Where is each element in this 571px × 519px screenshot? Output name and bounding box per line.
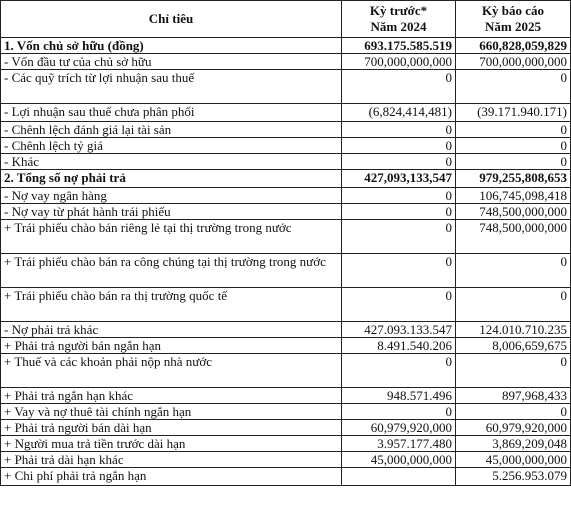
row-value-previous (342, 468, 456, 486)
row-label: - Chênh lệch tỷ giá (1, 138, 342, 154)
table-row (1, 104, 571, 122)
row-value-previous: 948.571.496 (342, 388, 456, 404)
row-label: - Chênh lệch đánh giá lại tài sản (1, 122, 342, 138)
table-row (1, 38, 571, 54)
row-label: 1. Vốn chủ sở hữu (đồng) (1, 38, 342, 54)
row-value-previous: 0 (342, 138, 456, 154)
row-label: 2. Tổng số nợ phải trả (1, 170, 342, 188)
table-row (1, 254, 571, 288)
header-previous-period (342, 1, 456, 38)
header-report-year: Năm 2025 (485, 19, 541, 34)
row-value-previous: 0 (342, 70, 456, 104)
row-value-report: 660,828,059,829 (456, 38, 571, 54)
row-value-previous: 0 (342, 354, 456, 388)
row-value-report: 0 (456, 254, 571, 288)
table-row (1, 468, 571, 486)
row-value-report: 60,979,920,000 (456, 420, 571, 436)
header-indicator: Chỉ tiêu (1, 1, 342, 38)
row-value-previous: 60,979,920,000 (342, 420, 456, 436)
row-value-previous: (6,824,414,481) (342, 104, 456, 122)
header-previous-year: Năm 2024 (370, 19, 427, 34)
table-row (1, 70, 571, 104)
row-value-report: 0 (456, 288, 571, 322)
table-row (1, 436, 571, 452)
header-report-label: Kỳ báo cáo (481, 3, 545, 18)
row-value-previous: 427,093,133,547 (342, 170, 456, 188)
table-row (1, 154, 571, 170)
row-label: + Phải trả ngắn hạn khác (1, 388, 342, 404)
row-label: + Phải trả người bán ngắn hạn (1, 338, 342, 354)
row-label: - Nợ vay từ phát hành trái phiếu (1, 204, 342, 220)
table-row (1, 54, 571, 70)
row-value-previous: 45,000,000,000 (342, 452, 456, 468)
row-value-previous: 693.175.585.519 (342, 38, 456, 54)
row-value-report: 748,500,000,000 (456, 204, 571, 220)
row-label: + Người mua trả tiền trước dài hạn (1, 436, 342, 452)
row-value-previous: 8.491.540.206 (342, 338, 456, 354)
row-label: - Nợ vay ngân hàng (1, 188, 342, 204)
row-label: + Trái phiếu chào bán ra công chúng tại thị trường trong nước (1, 254, 342, 288)
row-value-report: 897,968,433 (456, 388, 571, 404)
table-row (1, 452, 571, 468)
row-label: - Khác (1, 154, 342, 170)
row-value-previous: 0 (342, 122, 456, 138)
row-label: - Lợi nhuận sau thuế chưa phân phối (1, 104, 342, 122)
table-row (1, 322, 571, 338)
row-value-previous: 0 (342, 254, 456, 288)
row-label: + Chi phí phải trả ngắn hạn (1, 468, 342, 486)
row-value-report: 3,869,209,048 (456, 436, 571, 452)
row-value-report: 0 (456, 354, 571, 388)
row-value-report: 748,500,000,000 (456, 220, 571, 254)
row-value-previous: 0 (342, 204, 456, 220)
row-value-previous: 0 (342, 154, 456, 170)
table-body (1, 38, 571, 486)
row-value-report: 0 (456, 404, 571, 420)
row-value-report: 0 (456, 138, 571, 154)
row-label: + Vay và nợ thuê tài chính ngắn hạn (1, 404, 342, 420)
row-value-previous: 3.957.177.480 (342, 436, 456, 452)
header-report-period (456, 1, 571, 38)
table-row (1, 188, 571, 204)
row-value-report: 45,000,000,000 (456, 452, 571, 468)
row-value-report: 0 (456, 122, 571, 138)
table-row (1, 288, 571, 322)
table-row (1, 420, 571, 436)
row-value-previous: 0 (342, 220, 456, 254)
row-value-previous: 0 (342, 288, 456, 322)
row-value-report: 8,006,659,675 (456, 338, 571, 354)
table-row (1, 338, 571, 354)
row-value-previous: 0 (342, 404, 456, 420)
table-row (1, 404, 571, 420)
table-row (1, 388, 571, 404)
row-label: + Thuế và các khoản phải nộp nhà nước (1, 354, 342, 388)
row-label: - Các quỹ trích từ lợi nhuận sau thuế (1, 70, 342, 104)
row-value-report: 5.256.953.079 (456, 468, 571, 486)
row-value-report: 106,745,098,418 (456, 188, 571, 204)
row-value-previous: 427.093.133.547 (342, 322, 456, 338)
row-value-report: 0 (456, 154, 571, 170)
table-row (1, 170, 571, 188)
row-label: + Trái phiếu chào bán riêng lẻ tại thị trường trong nước (1, 220, 342, 254)
table-row (1, 354, 571, 388)
row-value-previous: 700,000,000,000 (342, 54, 456, 70)
row-label: + Phải trả người bán dài hạn (1, 420, 342, 436)
row-value-previous: 0 (342, 188, 456, 204)
table-row (1, 122, 571, 138)
row-label: + Trái phiếu chào bán ra thị trường quốc tế (1, 288, 342, 322)
table-row (1, 220, 571, 254)
row-label: + Phải trả dài hạn khác (1, 452, 342, 468)
header-row (1, 1, 571, 38)
table-row (1, 204, 571, 220)
row-value-report: 0 (456, 70, 571, 104)
row-label: - Vốn đầu tư của chủ sở hữu (1, 54, 342, 70)
table-row (1, 138, 571, 154)
row-value-report: 979,255,808,653 (456, 170, 571, 188)
row-value-report: 124.010.710.235 (456, 322, 571, 338)
row-label: - Nợ phải trả khác (1, 322, 342, 338)
row-value-report: (39.171.940.171) (456, 104, 571, 122)
row-value-report: 700,000,000,000 (456, 54, 571, 70)
header-previous-label: Kỳ trước* (369, 3, 428, 18)
